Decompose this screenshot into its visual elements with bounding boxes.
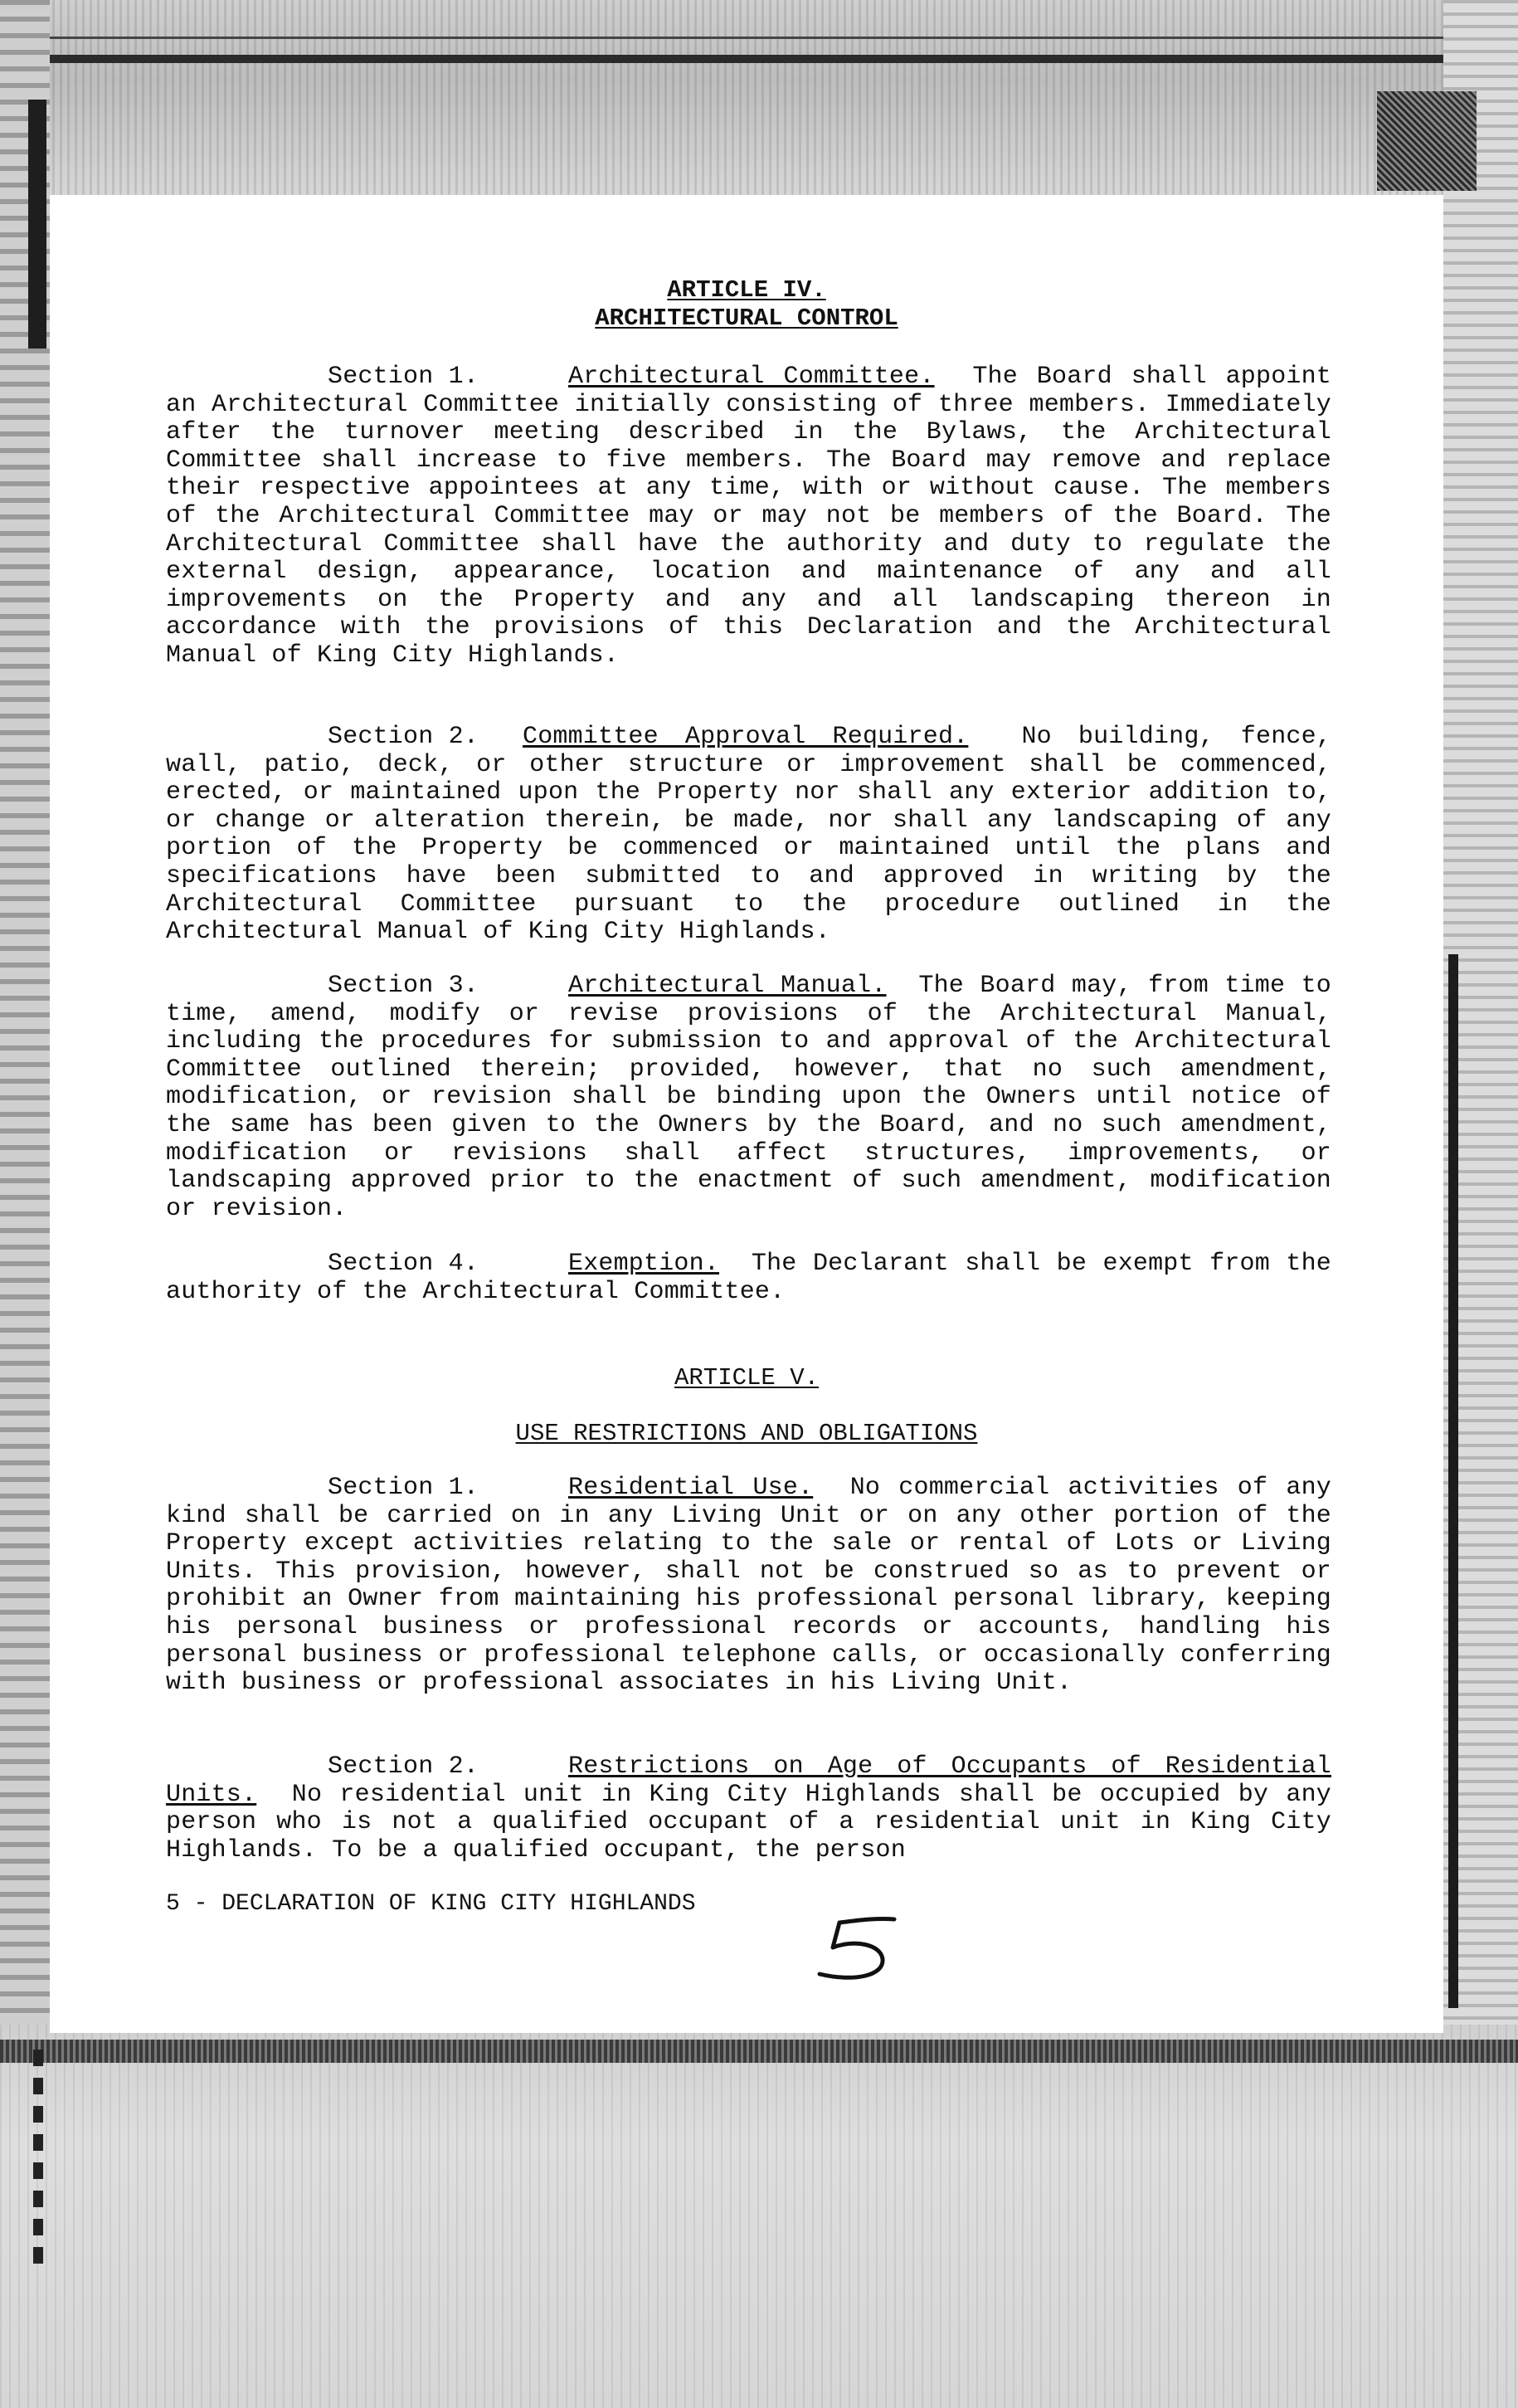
handwritten-page-number-icon	[796, 1911, 912, 1986]
section-paragraph	[166, 363, 1331, 670]
section-title: Committee Approval Required.	[523, 723, 969, 751]
article-subheading: USE RESTRICTIONS AND OBLIGATIONS	[515, 1420, 978, 1447]
section-title: Architectural Manual.	[568, 972, 887, 1000]
section-number: Section 1.	[328, 363, 479, 391]
section-paragraph	[166, 724, 1331, 947]
section-paragraph	[166, 972, 1331, 1223]
scan-mark	[33, 2050, 43, 2265]
scan-mark	[1377, 91, 1477, 191]
scan-line	[0, 55, 1518, 63]
section-text: No commercial activities of any kind shall be carried on in any Living Unit or on any other portion of the Property except activities relating to the sale or rental of Lots or Living Units. This provision, however, shall not be construed so as to prevent or prohibit an Owner from maintaining his professional personal library, keeping his personal business or professional records or accounts, handling his personal business or professional telephone calls, or occasionally conferring with business or professional associates in his Living Unit.	[166, 1474, 1332, 1698]
scan-mark	[28, 100, 46, 349]
section-number: Section 2.	[328, 1752, 479, 1781]
section-paragraph	[166, 1250, 1331, 1306]
article-heading: ARTICLE V.	[674, 1364, 820, 1392]
article-subheading: ARCHITECTURAL CONTROL	[595, 305, 898, 332]
section-paragraph	[166, 1753, 1331, 1864]
section-title: Restrictions on Age of Occupants of Residential Units.	[166, 1752, 1331, 1809]
section-text: The Declarant shall be exempt from the authority of the Architectural Committee.	[166, 1250, 1332, 1306]
page-footer: 5 - DECLARATION OF KING CITY HIGHLANDS	[166, 1891, 696, 1917]
scan-noise-bottom	[0, 2025, 1518, 2408]
scan-mark	[1448, 954, 1458, 2008]
section-title: Architectural Committee.	[568, 363, 935, 391]
scan-line	[0, 2040, 1518, 2063]
section-number: Section 4.	[328, 1250, 479, 1278]
scan-noise-top	[0, 0, 1518, 199]
scan-line	[0, 37, 1518, 39]
section-number: Section 3.	[328, 972, 479, 1000]
article-heading: ARTICLE IV.	[667, 276, 826, 304]
section-text: No building, fence, wall, patio, deck, or other structure or improvement shall be commenced, erected, or maintained upon the Property nor shall any exterior addition to, or change or alteration therein, be made, nor shall any landscaping of any portion of the Property be commenced or maintained until the plans and specifications have been submitted to and approved in writing by the Architectural Committee pursuant to the procedure outlined in the Architectural Manual of King City Highlands.	[166, 723, 1332, 947]
section-number: Section 2.	[328, 723, 479, 751]
section-title: Exemption.	[568, 1250, 720, 1278]
section-paragraph	[166, 1475, 1331, 1698]
section-text: The Board may, from time to time, amend, modify or revise provisions of the Architectural Manual, including the procedures for submission to and approval of the Architectural Committee outlined therein; provided, however, that no such amendment, modification, or revision shall be binding upon the Owners until notice of the same has been given to the Owners by the Board, and no such amendment, modification or revisions shall affect structures, improvements, or landscaping approved prior to the enactment of such amendment, modification or revision.	[166, 972, 1332, 1223]
section-title: Residential Use.	[568, 1474, 814, 1502]
section-text: No residential unit in King City Highlands shall be occupied by any person who is not a qualified occupant of a residential unit in King City Highlands. To be a qualified occupant, the person	[166, 1780, 1331, 1864]
section-number: Section 1.	[328, 1474, 479, 1502]
section-text: The Board shall appoint an Architectural Committee initially consisting of three members. Immediately after the turnover meeting described in the Bylaws, the Architectural Committee shall increase to five members. The Board may remove and replace their respective appointees at any time, with or without cause. The members of the Architectural Committee may or may not be members of the Board. The Architectural Committee shall have the authority and duty to regulate the external design, appearance, location and maintenance of any and all improvements on the Property and any and all landscaping thereon in accordance with the provisions of this Declaration and the Architectural Manual of King City Highlands.	[166, 363, 1332, 670]
document-page	[50, 195, 1443, 2033]
